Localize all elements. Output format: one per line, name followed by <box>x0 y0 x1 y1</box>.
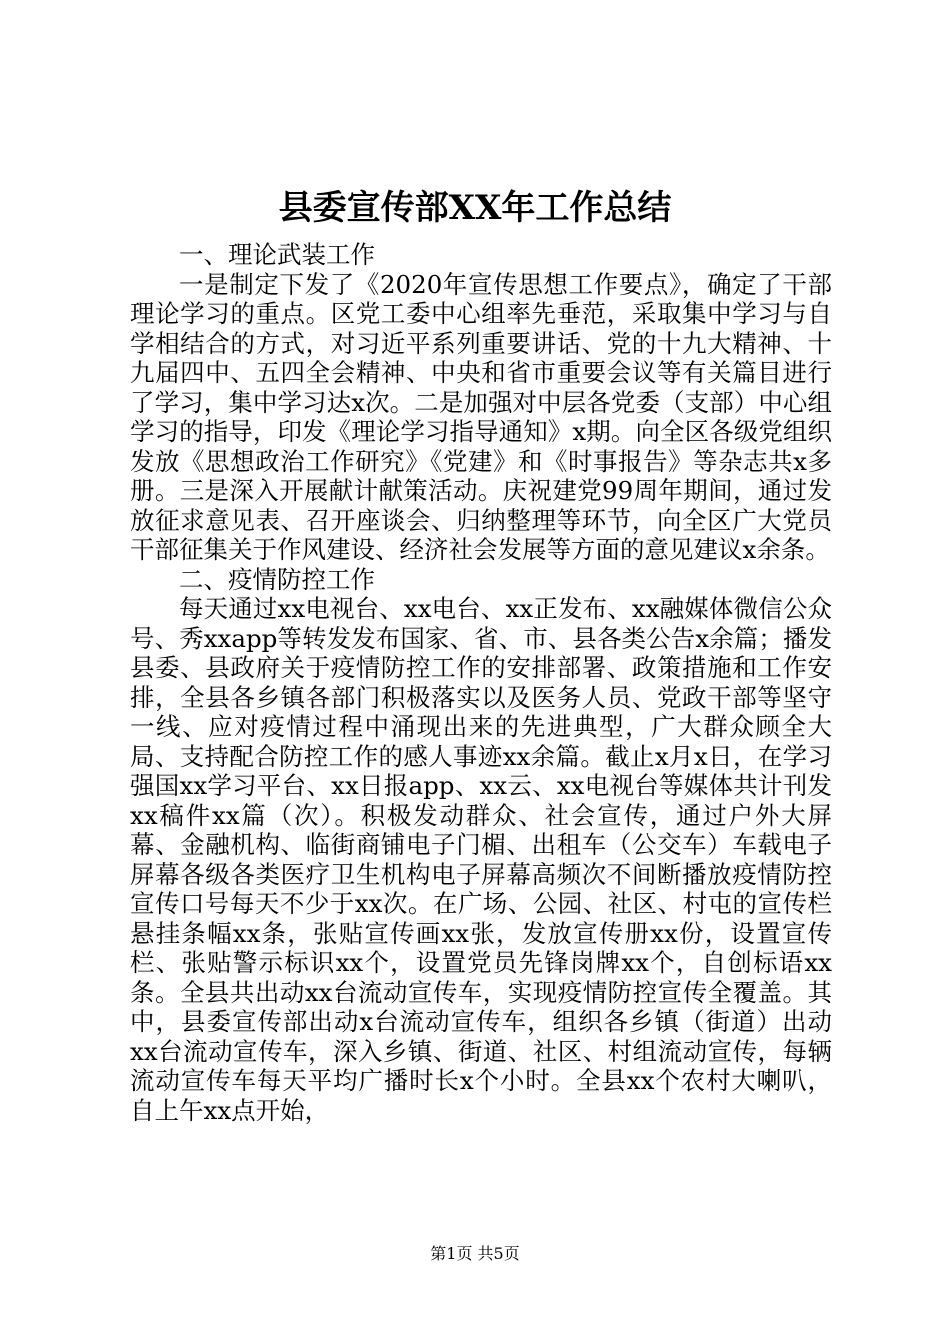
paragraph-theory: 一是制定下发了《2020年宣传思想工作要点》，确定了干部理论学习的重点。区党工委中心组率先垂范，采取集中学习与自学相结合的方式，对习近平系列重要讲话、党的十九大精神、十九届四中、五四全会精神、中央和省市重要会议等有关篇目进行了学习，集中学习达x次。二是加强对中层各党委（支部）中心组学习的指导，印发《理论学习指导通知》x期。向全区各级党组织发放《思想政治工作研究》《党建》和《时事报告》等杂志共x多册。三是深入开展献计献策活动。庆祝建党99周年期间，通过发放征求意见表、召开座谈会、归纳整理等环节，向全区广大党员干部征集关于作风建设、经济社会发展等方面的意见建议x余条。 <box>130 269 832 564</box>
document-title: 县委宣传部XX年工作总结 <box>278 188 672 228</box>
section-heading-epidemic: 二、疫情防控工作 <box>179 564 375 594</box>
page-footer: 第1页 共5页 <box>430 1244 520 1263</box>
document-body <box>130 240 832 1125</box>
paragraph-epidemic: 每天通过xx电视台、xx电台、xx正发布、xx融媒体微信公众号、秀xxapp等转发发布国家、省、市、县各类公告x余篇；播发县委、县政府关于疫情防控工作的安排部署、政策措施和工作安排，全县各乡镇各部门积极落实以及医务人员、党政干部等坚守一线、应对疫情过程中涌现出来的先进典型，广大群众顾全大局、支持配合防控工作的感人事迹xx余篇。截止x月x日，在学习强国xx学习平台、xx日报app、xx云、xx电视台等媒体共计刊发xx稿件xx篇（次）。积极发动群众、社会宣传，通过户外大屏幕、金融机构、临街商铺电子门楣、出租车（公交车）车载电子屏幕各级各类医疗卫生机构电子屏幕高频次不间断播放疫情防控宣传口号每天不少于xx次。在广场、公园、社区、村屯的宣传栏悬挂条幅xx条，张贴宣传画xx张，发放宣传册xx份，设置宣传栏、张贴警示标识xx个，设置党员先锋岗牌xx个，自创标语xx条。全县共出动xx台流动宣传车，实现疫情防控宣传全覆盖。其中，县委宣传部出动x台流动宣传车，组织各乡镇（街道）出动xx台流动宣传车，深入乡镇、街道、社区、村组流动宣传，每辆流动宣传车每天平均广播时长x个小时。全县xx个农村大喇叭，自上午xx点开始， <box>130 594 832 1125</box>
section-heading-theory: 一、理论武装工作 <box>179 240 375 269</box>
